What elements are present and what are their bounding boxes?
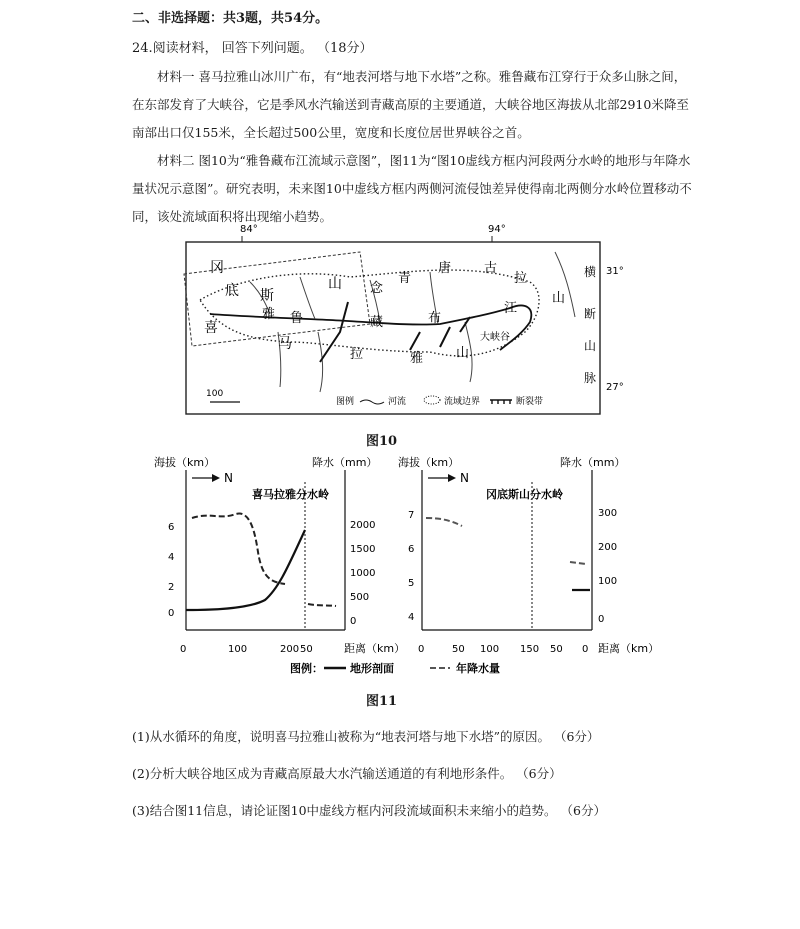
right-x-label: 距离（km） [598,642,660,655]
right-y-label: 海拔（km） [398,456,460,469]
left-rainfall-curve [192,514,285,584]
svg-text:2: 2 [168,582,175,593]
map-label: 大峡谷 [480,332,510,343]
lat-label-bottom: 27° [606,382,624,393]
left-x-label: 距离（km） [344,642,406,655]
map-label: 念 [370,281,384,296]
svg-text:50: 50 [452,644,465,655]
map-label: 横 [584,265,597,279]
legend-river: 河流 [388,397,407,407]
map-label: 唐 [438,261,452,276]
section-title: 二、非选择题：共3题，共54分。 [132,11,329,26]
svg-text:4: 4 [168,552,175,563]
map-label: 山 [552,291,566,306]
svg-text:0: 0 [418,644,425,655]
map-label: 山 [584,339,597,353]
svg-text:500: 500 [350,592,370,603]
svg-text:100: 100 [228,644,248,655]
right-profile-chart [398,455,659,655]
map-label: 鲁 [290,311,304,326]
svg-text:2000: 2000 [350,520,376,531]
map-label: 拉 [514,271,528,286]
lat-label-top: 31° [606,266,624,277]
left-ridge-label: 喜马拉雅分水岭 [252,488,329,501]
map-label: 藏 [370,315,384,330]
left-y-label: 海拔（km） [154,456,216,469]
legend-prefix: 图例 [336,397,355,407]
material-two: 材料二 图10为“雅鲁藏布江流域示意图”，图11为“图10虚线方框内河段两分水岭的地形与年降水量状况示意图”。研究表明，未来图10中虚线方框内两侧河流侵蚀差异使得南北两侧分水岭位置移动不同，该处流域面积将出现缩小趋势。 [132,153,692,224]
map-label: 底 [225,283,239,299]
map-label: 雅 [262,307,276,322]
legend-rain: 年降水量 [456,662,500,675]
lon-label-right: 94° [488,224,506,235]
svg-text:0: 0 [168,608,175,619]
svg-text:6: 6 [408,544,415,555]
svg-text:1000: 1000 [350,568,376,579]
svg-text:100: 100 [598,576,618,587]
svg-text:0: 0 [350,616,357,627]
map-label: 马 [278,336,292,352]
svg-text:50: 50 [550,644,563,655]
figure-11-profiles [140,452,680,680]
map-label: 古 [484,261,498,276]
figure-10-map [170,222,640,422]
subquestion-1: (1)从水循环的角度，说明喜马拉雅山被称为“地表河塔与地下水塔”的原因。 （6分） [132,729,600,744]
legend-terrain: 地形剖面 [350,662,394,675]
svg-text:50: 50 [300,644,313,655]
lon-label-left: 84° [240,224,258,235]
svg-text:5: 5 [408,578,415,589]
map-label: 冈 [210,260,224,276]
svg-text:1500: 1500 [350,544,376,555]
right-north-arrow: N [460,471,469,485]
right-ridge-label: 冈底斯山分水岭 [486,488,563,501]
fault-zone [320,302,470,362]
material-one: 材料一 喜马拉雅山冰川广布，有“地表河塔与地下水塔”之称。雅鲁藏布江穿行于众多山脉之间，在东部发育了大峡谷，它是季风水汽输送到青藏高原的主要通道，大峡谷地区海拔从北部2910米降至南部出口仅155米，全长超过500公里，宽度和长度位居世界峡谷之首。 [132,69,689,140]
svg-text:7: 7 [408,510,415,521]
map-label: 拉 [350,347,364,362]
map-label: 青 [398,271,412,286]
svg-text:200: 200 [598,542,618,553]
legend-fault: 断裂带 [516,397,544,407]
svg-text:150: 150 [520,644,540,655]
subquestion-2: (2)分析大峡谷地区成为青藏高原最大水汽输送通道的有利地形条件。 （6分） [132,766,562,781]
fig11-legend-prefix: 图例： [290,662,323,675]
svg-text:200: 200 [280,644,300,655]
scale-label: 100 [206,389,224,399]
figure-10-caption: 图10 [366,434,398,449]
left-terrain-profile [186,530,305,610]
map-frame [186,242,600,414]
subquestion-3: (3)结合图11信息，请论证图10中虚线方框内河段流域面积未来缩小的趋势。 （6分） [132,803,606,818]
svg-text:0: 0 [598,614,605,625]
map-label: 断 [584,307,597,321]
map-label: 喜 [204,320,218,336]
svg-text:0: 0 [582,644,589,655]
map-label: 山 [328,276,342,292]
question-24-stem: 24.阅读材料， 回答下列问题。 （18分） [132,41,373,56]
svg-text:4: 4 [408,612,415,623]
right-y2-label: 降水（mm） [560,456,626,469]
map-label: 山 [456,346,470,361]
svg-text:100: 100 [480,644,500,655]
left-profile-chart [154,455,405,655]
map-label: 斯 [260,288,274,304]
map-label: 脉 [584,371,597,385]
map-label: 雅 [410,351,424,366]
figure-11-caption: 图11 [366,694,398,709]
svg-text:300: 300 [598,508,618,519]
svg-text:6: 6 [168,522,175,533]
legend-basin: 流域边界 [444,397,481,407]
map-label: 布 [428,311,442,326]
svg-text:0: 0 [180,644,187,655]
left-north-arrow: N [224,471,233,485]
right-rainfall-curve [426,518,462,526]
left-y2-label: 降水（mm） [312,456,378,469]
map-label: 江 [504,301,518,316]
